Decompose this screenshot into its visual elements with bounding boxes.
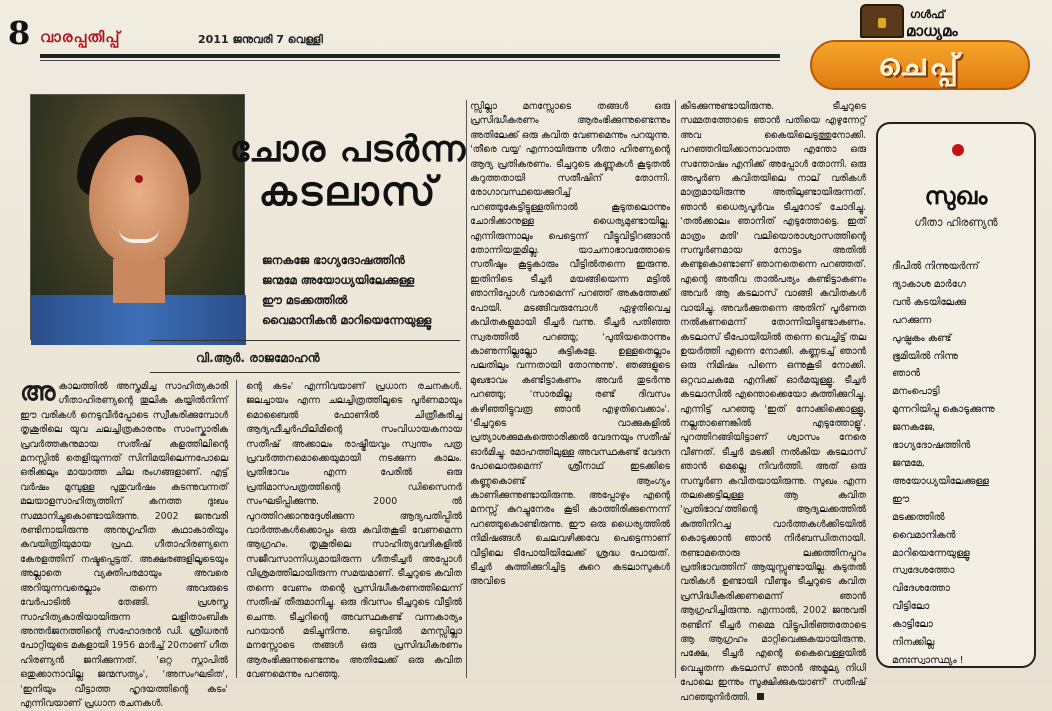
photo-face	[89, 135, 189, 265]
poem-line: പുഷ്പകം കണ്ട്	[892, 332, 952, 344]
poem-box	[876, 122, 1036, 668]
poem-line: കാട്ടിലോ	[892, 619, 933, 631]
column-divider	[675, 100, 676, 678]
section-name: വാരപ്പതിപ്പ്	[40, 28, 121, 46]
article-column-2	[246, 380, 462, 680]
poem-line: വിദേശത്തോ	[892, 583, 950, 595]
article-column-3	[470, 100, 670, 680]
author-photo	[30, 94, 245, 340]
article-headline	[228, 129, 468, 215]
red-dot-icon	[952, 144, 964, 156]
supplement-brand: മാധ്യമം	[906, 22, 958, 40]
intro-line: ജന്മമേ അയോധ്യയിലേക്കുള്ള	[262, 273, 415, 287]
poem-line: വീട്ടിലോ	[892, 601, 930, 613]
poem-line: ഞാൻ	[892, 368, 920, 380]
end-mark-icon	[757, 693, 764, 700]
poem-line: മടക്കത്തിൽ	[892, 511, 945, 523]
poem-line: ദീപിൽ നിന്നുയർന്ന്	[892, 261, 979, 272]
column-text: കിടക്കുന്നുണ്ടായിരുന്നു. ടീച്ചറുടെ സമ്മതത്തോടെ ഞാൻ പതിയെ എഴുന്നേറ്റ് അവ കൈയിലെടുത്തുനോക്കി. പറഞ്ഞറിയിക്കാനാവാത്ത എന്തോ ഒരു സന്തോഷം എനിക്ക് അപ്പോൾ തോന്നി. ഒരു അപൂർണ കവിതയിലെ നാല് വരികൾ മാത്രമായിരുന്നു അതിലുണ്ടായിരുന്നത്. ഞാൻ ധൈര്യപൂർവം ടീച്ചറോട് ചോദിച്ചു. 'തൽക്കാലം ഞാനിത് എടുത്തോട്ടെ. ഇത് മാത്രം മതി' വലിയൊരാശ്വാസത്തിന്റെ സമ്പൂർണമായ നോട്ടം അതിൽ കണ്ടുകൊണ്ടാണ് ഞാനതെന്നെ പറഞ്ഞത്. എന്റെ അതീവ താൽപര്യം കണ്ടിട്ടാകണം അവർ ആ കടലാസ് വാങ്ങി കവിതകൾ വായിച്ചു. അവർക്കുതന്നെ അതിന് പൂർണത നൽകണമെന്ന് തോന്നിയിട്ടുണ്ടാകണം. കടലാസ് ടീപോയിയിൽ തന്നെ വെച്ചിട്ട് തല ഉയർത്തി എന്നെ നോക്കി. കണ്ണടച്ച് ഞാൻ ഒരു നിമിഷം പിന്നെ ഒന്നുകൂടി നോക്കി. ഒറ്റവാചകമേ എനിക്ക് ഓർമയുള്ളൂ. ടീച്ചർ കടലാസിൽ എന്തൊക്കെയോ കുത്തിക്കുറിച്ചു. എന്നിട്ട് പറഞ്ഞു 'ഇത് നോക്കിക്കൊള്ളൂ, നല്ലതാണെങ്കിൽ എടുത്തോളൂ'. പുറത്തിറങ്ങിയിട്ടാണ് ശ്വാസം നേരെ വീണത്. ടീച്ചർ മടക്കി നൽകിയ കടലാസ് ഞാൻ മെല്ലെ നിവർത്തി. അത് ഒരു സമ്പൂർണ കവിതയായിരുന്നു. സുഖം എന്ന തലക്കെട്ടിലുള്ള ആ കവിത 'പ്രതിഭാവ'ത്തിന്റെ ആദ്യലക്കത്തിൽ കുത്തിനിറച്ച വാർത്തകൾക്കിടയിൽ കൊടുക്കാൻ ഞാൻ നിർബന്ധിതനായി. രണ്ടാമതൊരു ലക്കത്തിനപ്പുറം പ്രതിഭാവത്തിന് ആയുസ്സുണ്ടായില്ല. കുടുതൽ വരികൾ ഉണ്ടായി വീണ്ടും ടീച്ചറുടെ കവിത പ്രസിദ്ധീകരിക്കണമെന്ന് ഞാൻ ആഗ്രഹിച്ചിരുന്നു. എന്നാൽ, 2002 ജനുവരി രണ്ടിന് ടീച്ചർ നമ്മെ വിട്ടുപിരിഞ്ഞതോടെ ആ ആഗ്രഹം മാറ്റിവെക്കുകയായിരുന്നു. പക്ഷേ, ടീച്ചർ എന്റെ കൈവെള്ളയിൽ വെച്ചുതന്ന കടലാസ് ഞാൻ അമൂല്യ നിധി പോലെ ഇന്നും സൂക്ഷിക്കുകയാണ്' സതീഷ് പറഞ്ഞുനിർത്തി.	[680, 101, 866, 703]
article-column-4	[680, 100, 866, 703]
page-header	[0, 0, 1052, 92]
column-text: സ്സില്ലാ മനസ്സോടെ തങ്ങൾ ഒരു പ്രസിദ്ധീകരണം ആരംഭിക്കുന്നുണ്ടെന്നും അതിലേക്ക് ഒരു കവിത വേണമെന്നും പറയുന്നു. 'തീരെ വയ്യ' എന്നായിരുന്നു ഗീതാ ഹിരണ്യന്റെ ആദ്യ പ്രതികരണം. ടീച്ചറുടെ കണ്ണുകൾ കൂടുതൽ കറുത്തതായി സതീഷിന് തോന്നി. രോഗാവസ്ഥയെക്കുറിച്ച് പറഞ്ഞുകേട്ടിട്ടുള്ളതിനാൽ കൂടുതലൊന്നും ചോദിക്കാനുള്ള ധൈര്യമുണ്ടായില്ല. എന്നിരുന്നാലും പെട്ടെന്ന് വീട്ടുവിട്ടിറങ്ങാൻ തോന്നിയതുമില്ല. യാചനാഭാവത്തോടെ സതീഷും കൂട്ടുകാരും വീട്ടിൽതന്നെ ഇരുന്നു. ഇതിനിടെ ടീച്ചർ മയങ്ങിയെന്ന മട്ടിൽ ഞാനിപ്പോൾ വരാമെന്ന് പറഞ്ഞ് അകത്തേക്ക് പോയി. മടങ്ങിവരുമ്പോൾ ഏഴുതിവെച്ച കവിതകളുമായി ടീച്ചർ വന്നു. ടീച്ചർ പതിഞ്ഞ സ്വരത്തിൽ പറഞ്ഞു; 'പുതിയതൊന്നും കാണുന്നില്ലല്ലോ കുട്ടികളേ. ഉള്ളതെല്ലാം പലതിലും വന്നതായി തോന്നുന്നു'. ഞങ്ങളുടെ മുഖഭാവം കണ്ടിട്ടാകണം അവർ തുടർന്നു പറഞ്ഞു; 'സാരമില്ല രണ്ട് ദിവസം കഴിഞ്ഞിട്ടുവരൂ ഞാൻ എഴുതിവെക്കാം'. 'ടീച്ചറുടെ വാക്കുകളിൽ പ്രത്യാശക്കുമകത്തൊരിക്കൽ വേദനയും സതീഷ് ഓർമിച്ചു. മോഹത്തിലുള്ള അവസ്ഥകണ്ട് വേദന പോലൊരുമെന്ന് ശ്രീനാഥ് ഇടക്കിടെ കണ്ണുകൊണ്ട് ആംഗ്യം കാണിക്കുന്നുണ്ടായിരുന്നു. അപ്പോഴും എന്റെ മനസ്സ് കുറച്ചുനേരം കൂടി കാത്തിരിക്കുന്നെന്ന് പറഞ്ഞുകൊണ്ടിരുന്നു. ഈ ഒരു ധൈര്യത്തിൽ നിമിഷങ്ങൾ ചെലവഴിക്കവേ പെട്ടെന്നാണ് വീട്ടിലെ ടീപോയിയിലേക്ക് ശ്രദ്ധ പോയത്. ടീച്ചർ കുത്തിക്കുറിച്ചിട്ട കുറെ കടലാസുകൾ അവിടെ	[470, 101, 670, 588]
poem-lines	[892, 258, 1032, 670]
poem-line: നിനക്കില്ല	[892, 637, 935, 649]
byline: വി.ആർ. രാജമോഹൻ	[196, 351, 320, 365]
poem-line: ജനകജേ,	[892, 422, 936, 434]
intro-line: ഈ മടക്കത്തിൽ	[262, 293, 348, 307]
drop-cap: അ	[20, 377, 56, 407]
supplement-logo	[800, 4, 1040, 90]
intro-line: വൈമാനികൻ മാറിയെന്നേയുള്ളൂ	[262, 313, 432, 327]
intro-line: ജനകജേ ഭാഗ്യദോഷത്തിൻ	[262, 253, 405, 267]
poem-line: വൈമാനികൻ	[892, 529, 956, 541]
photo-neck	[113, 259, 165, 303]
article-intro	[262, 250, 462, 330]
byline-rule-bottom	[150, 372, 460, 373]
poem-author: ഗീതാ ഹിരണ്യൻ	[914, 216, 998, 229]
supplement-brand-small: ഗൾഫ്	[910, 8, 945, 21]
column-divider	[466, 100, 467, 678]
headline-line-1: ചോര പടർന്ന	[229, 129, 467, 170]
treasure-chest-icon	[860, 4, 904, 38]
poem-line: ജന്മമേ,	[892, 457, 925, 469]
supplement-title: ചെപ്പ്	[878, 47, 962, 83]
article-column-1	[20, 377, 228, 709]
poem-line: ദ്യാകാശ മാർഗേ	[892, 278, 966, 290]
supplement-banner	[810, 40, 1030, 90]
column-text: കാലത്തിൽ അസ്തമിച്ച സാഹിത്യകാരി ഗീതാഹിരണ്യന്റെ തൂലിക കയ്യിൽനിന്ന് ഈ വരികൾ നെടുവീർപ്പോടെ സ്വീകരിക്കുമ്പോൾ തൃശൂരിലെ യുവ ചലച്ചിത്രകാരനും സാംസ്കാരിക പ്രവർത്തകനുമായ സതീഷ് കളത്തിലിന്റെ മനസ്സിൽ തെളിയുന്നത് സിനിമയിലെന്നപോലെ ഒരിക്കലും മായാത്ത ചില രംഗങ്ങളാണ്. എട്ട് വർഷം മുമ്പുള്ള പുതുവർഷം കടന്നുവന്നത് മലയാളസാഹിത്യത്തിന് കനത്ത ദുഃഖം സമ്മാനിച്ചുകൊണ്ടായിരുന്നു. 2002 ജനുവരി രണ്ടിനായിരുന്നു അനുഗൃഹീത കഥാകാരിയും കവയിത്രിയുമായ പ്രഫ. ഗീതാഹിരണ്യനെ കേരളത്തിന് നഷ്ടപ്പെട്ടത്. അക്ഷരങ്ങളിലൂടെയും അല്ലാതെ വ്യക്തിപരമായും അവരെ അറിയുന്നവരെല്ലാം തന്നെ അവരുടെ വേർപാടിൽ തേങ്ങി. പ്രശസ്ത സാഹിത്യകാരിയായിരുന്ന ലളിതാംബിക അന്തർജനത്തിന്റെ സഹോദരൻ ഡി. ശ്രീധരൻ പോറ്റിയുടെ മകളായി 1956 മാർച്ച് 20നാണ് ഗീത ഹിരണ്യൻ ജനിക്കുന്നത്. 'ഒറ്റ സ്നാപിൽ ഒതുക്കാനാവില്ല ജന്മസത്യം', 'അസംഘടിത', 'ഇനിയും വീട്ടാത്ത ഹൃദയത്തിന്റെ കടം' എന്നിവയാണ് പ്രധാന രചനകൾ.	[20, 381, 228, 709]
poem-line: അയോധ്യയിലേക്കുള്ള	[892, 475, 989, 487]
header-rule-thin	[40, 60, 780, 61]
byline-rule-top	[150, 340, 460, 341]
poem-line: ഭാഗ്യദോഷത്തിൻ	[892, 440, 971, 452]
poem-title: സുഖം	[924, 182, 988, 210]
poem-line: വൻ കടയിലേക്കു	[892, 296, 966, 308]
issue-date: 2011 ജനുവരി 7 വെള്ളി	[198, 33, 323, 46]
page-number: 8	[8, 14, 31, 52]
poem-line: സ്വദേശത്തോ	[892, 565, 955, 577]
poem-line: മനംപൊട്ടി	[892, 386, 940, 398]
header-rule	[40, 54, 780, 58]
poem-line: പറക്കുന്ന	[892, 314, 932, 326]
photo-bindi	[135, 175, 143, 183]
headline-line-2: കടലാസ്	[258, 169, 438, 215]
poem-line: ഭൂമിയിൽ നിന്നു	[892, 350, 958, 362]
poem-line: മാറിയെന്നേയുള്ളൂ	[892, 547, 970, 559]
poem-line: ഈ	[892, 493, 909, 505]
column-text: ന്റെ കടം' എന്നിവയാണ് പ്രധാന രചനകൾ. ജലച്ചായം എന്ന ചലച്ചിത്രത്തിലൂടെ പൂർണമായും മൊബൈൽ ഫോണിൽ ചിത്രീകരിച്ച ആദ്യഫീച്ചർഫിലിമിന്റെ സംവിധായകനായ സതീഷ് അക്കാലം രാഷ്ട്രീയവും സ്വന്തം പത്ര പ്രവർത്തനമൊക്കെയുമായി നടക്കുന്ന കാലം. പ്രതിഭാവം എന്ന പേരിൽ ഒരു പ്രതിമാസപത്രത്തിന്റെ ഡിസൈനർ സംഘടിപ്പിക്കുന്നു. 2000 ൽ പുറത്തിറക്കാനുദ്ദേശിക്കുന്ന ആദ്യപതിപ്പിൽ വാർത്തകൾക്കൊപ്പം ഒരു കവിതകൂടി വേണമെന്ന ആഗ്രഹം. തൃശൂരിലെ സാഹിത്യവേദികളിൽ സജീവസാന്നിധ്യമായിരുന്ന ഗീതടീച്ചർ അപ്പോൾ വിശ്രമത്തിലായിരുന്ന സമയമാണ്. ടീച്ചറുടെ കവിത തന്നെ വേണം തന്റെ പ്രസിദ്ധീകരണത്തിലെന്ന് സതീഷ് തീരുമാനിച്ചു. ഒരു ദിവസം ടീച്ചറുടെ വീട്ടിൽ ചെന്നു. ടീച്ചറിന്റെ അവസ്ഥകണ്ട് വന്നകാര്യം പറയാൻ മടിച്ചുനിന്നു. ഒടുവിൽ മനസ്സില്ലാ മനസ്സോടെ തങ്ങൾ ഒരു പ്രസിദ്ധീകരണം ആരംഭിക്കുന്നുണ്ടെന്നും അതിലേക്ക് ഒരു കവിത വേണമെന്നും പറഞ്ഞു.	[246, 381, 462, 681]
poem-line: മുന്നറിയിപ്പു കൊടുക്കുന്നു	[892, 404, 995, 416]
poem-line: മനഃസ്വാസ്ഥ്യം !	[892, 654, 964, 666]
column-divider	[236, 380, 237, 678]
